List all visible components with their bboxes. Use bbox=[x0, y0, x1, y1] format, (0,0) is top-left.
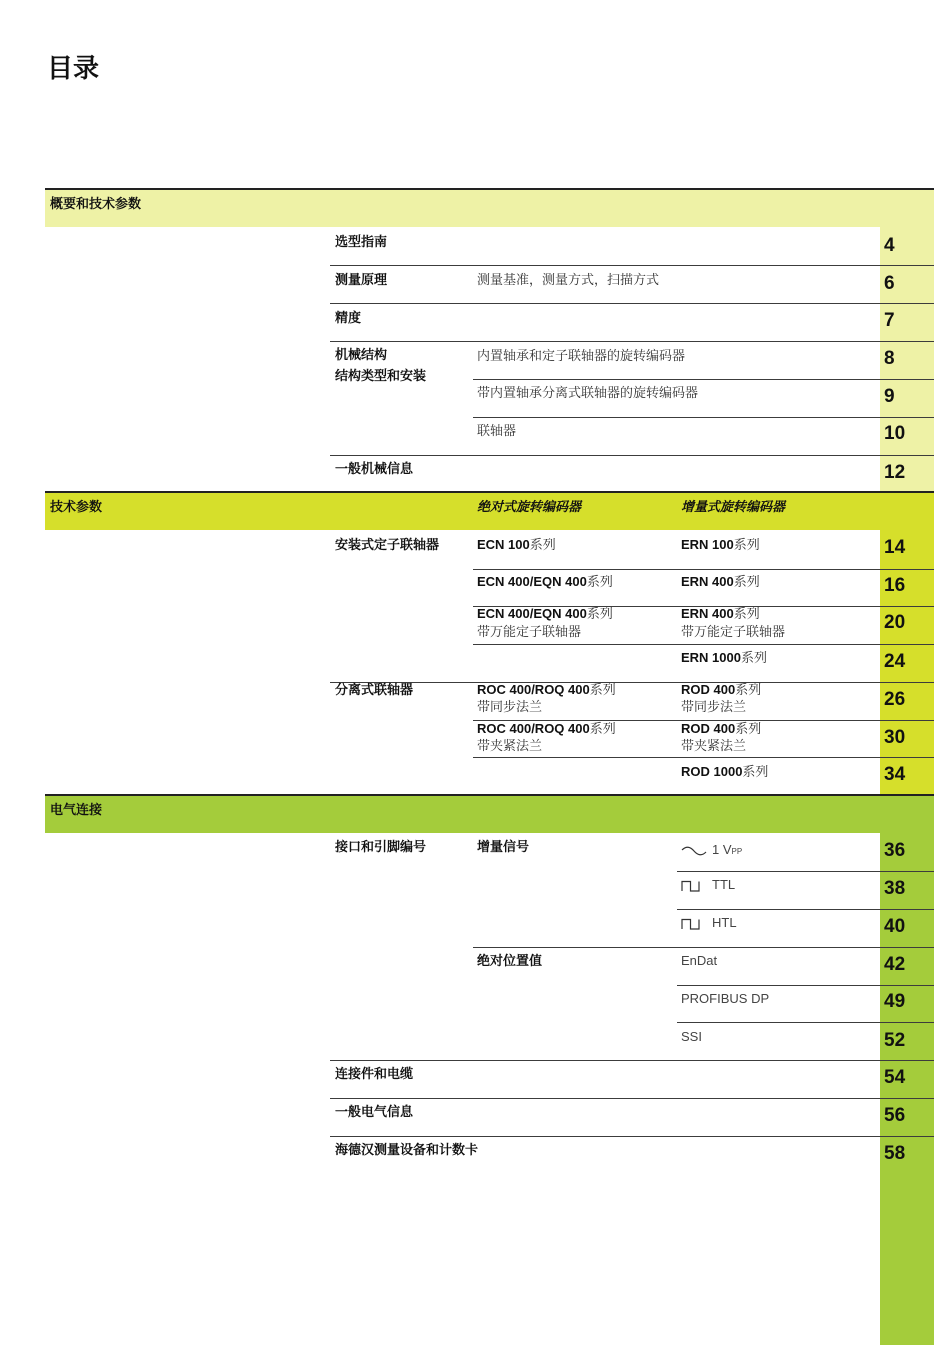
model-name: ROC 400/ROQ 400 bbox=[477, 682, 590, 697]
entry-label: 一般机械信息 bbox=[335, 461, 414, 476]
series-suffix: 系列 bbox=[735, 721, 762, 736]
signal-name: HTL bbox=[712, 915, 737, 930]
row-divider bbox=[473, 947, 934, 948]
page-number: 7 bbox=[884, 310, 895, 331]
page-number: 40 bbox=[884, 916, 906, 937]
absolute-encoder-entry bbox=[477, 721, 616, 737]
row-divider bbox=[677, 985, 934, 986]
series-suffix: 系列 bbox=[589, 682, 616, 697]
model-name: ROC 400/ROQ 400 bbox=[477, 721, 590, 736]
row-divider bbox=[677, 909, 934, 910]
row-divider bbox=[330, 265, 934, 266]
entry-note: 带夹紧法兰 bbox=[477, 738, 543, 753]
entry-label: 海德汉测量设备和计数卡 bbox=[335, 1142, 479, 1157]
section-header-electrical bbox=[45, 794, 934, 833]
incremental-encoder-entry bbox=[681, 764, 768, 780]
absolute-encoder-entry bbox=[477, 537, 556, 553]
model-name: ROD 400 bbox=[681, 721, 736, 736]
page-number: 34 bbox=[884, 764, 906, 785]
section-heading: 电气连接 bbox=[50, 802, 103, 817]
signal-entry bbox=[681, 842, 742, 860]
absolute-encoder-entry bbox=[477, 606, 613, 622]
page-number: 30 bbox=[884, 727, 906, 748]
page-number: 9 bbox=[884, 386, 895, 407]
row-divider bbox=[330, 1060, 934, 1061]
row-divider bbox=[330, 455, 934, 456]
model-name: ERN 100 bbox=[681, 537, 734, 552]
entry-label: 一般电气信息 bbox=[335, 1104, 414, 1119]
page-number: 36 bbox=[884, 840, 906, 861]
page-number: 58 bbox=[884, 1143, 906, 1164]
page-number: 10 bbox=[884, 423, 906, 444]
entry-note: 带万能定子联轴器 bbox=[477, 624, 582, 639]
entry-label: 连接件和电缆 bbox=[335, 1066, 414, 1081]
model-name: ERN 400 bbox=[681, 574, 734, 589]
series-suffix: 系列 bbox=[733, 606, 760, 621]
row-divider bbox=[330, 303, 934, 304]
column-heading-incremental: 增量式旋转编码器 bbox=[681, 499, 786, 514]
page-number: 6 bbox=[884, 273, 895, 294]
page-number: 12 bbox=[884, 462, 906, 483]
section-header-overview bbox=[45, 188, 934, 227]
row-divider bbox=[330, 1098, 934, 1099]
incremental-encoder-entry bbox=[681, 721, 761, 737]
page-number: 4 bbox=[884, 235, 895, 256]
entry-description: 带内置轴承分离式联轴器的旋转编码器 bbox=[477, 385, 699, 400]
model-name: ECN 400/EQN 400 bbox=[477, 606, 587, 621]
entry-note: 带万能定子联轴器 bbox=[681, 624, 786, 639]
page-number: 8 bbox=[884, 348, 895, 369]
incremental-encoder-entry bbox=[681, 574, 760, 590]
page-number: 38 bbox=[884, 878, 906, 899]
signal-name: TTL bbox=[712, 877, 736, 892]
entry-label-second-line: 结构类型和安装 bbox=[335, 368, 427, 383]
entry-description: 测量基准，测量方式，扫描方式 bbox=[477, 272, 660, 287]
model-name: ECN 400/EQN 400 bbox=[477, 574, 587, 589]
model-name: ERN 1000 bbox=[681, 650, 741, 665]
page-number: 16 bbox=[884, 575, 906, 596]
signal-name: SSI bbox=[681, 1029, 702, 1044]
incremental-encoder-entry bbox=[681, 606, 760, 622]
entry-label: 测量原理 bbox=[335, 272, 388, 287]
page-title: 目录 bbox=[47, 53, 100, 83]
page-number: 54 bbox=[884, 1067, 906, 1088]
page-number: 14 bbox=[884, 537, 906, 558]
signal-subscript: PP bbox=[731, 847, 743, 856]
entry-note: 带同步法兰 bbox=[477, 699, 543, 714]
signal-group-label: 增量信号 bbox=[477, 839, 530, 854]
model-name: ROD 400 bbox=[681, 682, 736, 697]
series-suffix: 系列 bbox=[742, 764, 769, 779]
page-number: 42 bbox=[884, 954, 906, 975]
model-name: ROD 1000 bbox=[681, 764, 743, 779]
row-divider bbox=[330, 1136, 934, 1137]
row-divider bbox=[677, 871, 934, 872]
series-suffix: 系列 bbox=[740, 650, 767, 665]
entry-note: 带同步法兰 bbox=[681, 699, 747, 714]
row-divider bbox=[473, 379, 934, 380]
sine-wave-icon bbox=[681, 845, 707, 857]
section-header-specifications bbox=[45, 491, 934, 530]
page-number: 20 bbox=[884, 612, 906, 633]
row-divider bbox=[473, 757, 934, 758]
column-heading-absolute: 绝对式旋转编码器 bbox=[477, 499, 582, 514]
series-suffix: 系列 bbox=[589, 721, 616, 736]
row-divider bbox=[330, 341, 934, 342]
section-heading: 技术参数 bbox=[50, 499, 103, 514]
series-suffix: 系列 bbox=[529, 537, 556, 552]
row-divider bbox=[330, 682, 934, 683]
entry-description: 内置轴承和定子联轴器的旋转编码器 bbox=[477, 348, 686, 363]
signal-name: PROFIBUS DP bbox=[681, 991, 770, 1006]
model-name: ERN 400 bbox=[681, 606, 734, 621]
row-divider bbox=[473, 569, 934, 570]
signal-group-label: 绝对位置值 bbox=[477, 953, 543, 968]
incremental-encoder-entry bbox=[681, 682, 761, 698]
signal-entry bbox=[681, 915, 737, 931]
page-number: 24 bbox=[884, 651, 906, 672]
incremental-encoder-entry bbox=[681, 537, 760, 553]
absolute-encoder-entry bbox=[477, 682, 616, 698]
series-suffix: 系列 bbox=[586, 574, 613, 589]
page-number: 56 bbox=[884, 1105, 906, 1126]
square-wave-icon bbox=[681, 880, 707, 892]
entry-label: 分离式联轴器 bbox=[335, 682, 414, 697]
signal-entry bbox=[681, 877, 735, 893]
series-suffix: 系列 bbox=[586, 606, 613, 621]
signal-name: 1 V bbox=[712, 842, 732, 857]
entry-label: 安装式定子联轴器 bbox=[335, 537, 440, 552]
row-divider bbox=[473, 644, 934, 645]
series-suffix: 系列 bbox=[733, 574, 760, 589]
square-wave-icon bbox=[681, 918, 707, 930]
model-name: ECN 100 bbox=[477, 537, 530, 552]
entry-label: 选型指南 bbox=[335, 234, 388, 249]
signal-name: EnDat bbox=[681, 953, 718, 968]
entry-note: 带夹紧法兰 bbox=[681, 738, 747, 753]
entry-label: 精度 bbox=[335, 310, 362, 325]
absolute-encoder-entry bbox=[477, 574, 613, 590]
section-heading: 概要和技术参数 bbox=[50, 196, 142, 211]
row-divider bbox=[473, 417, 934, 418]
page-number: 49 bbox=[884, 991, 906, 1012]
page-number: 26 bbox=[884, 689, 906, 710]
entry-description: 联轴器 bbox=[477, 423, 517, 438]
series-suffix: 系列 bbox=[735, 682, 762, 697]
page-number: 52 bbox=[884, 1030, 906, 1051]
entry-label: 机械结构 bbox=[335, 347, 388, 362]
row-divider bbox=[677, 1022, 934, 1023]
series-suffix: 系列 bbox=[733, 537, 760, 552]
incremental-encoder-entry bbox=[681, 650, 767, 666]
entry-label: 接口和引脚编号 bbox=[335, 839, 427, 854]
